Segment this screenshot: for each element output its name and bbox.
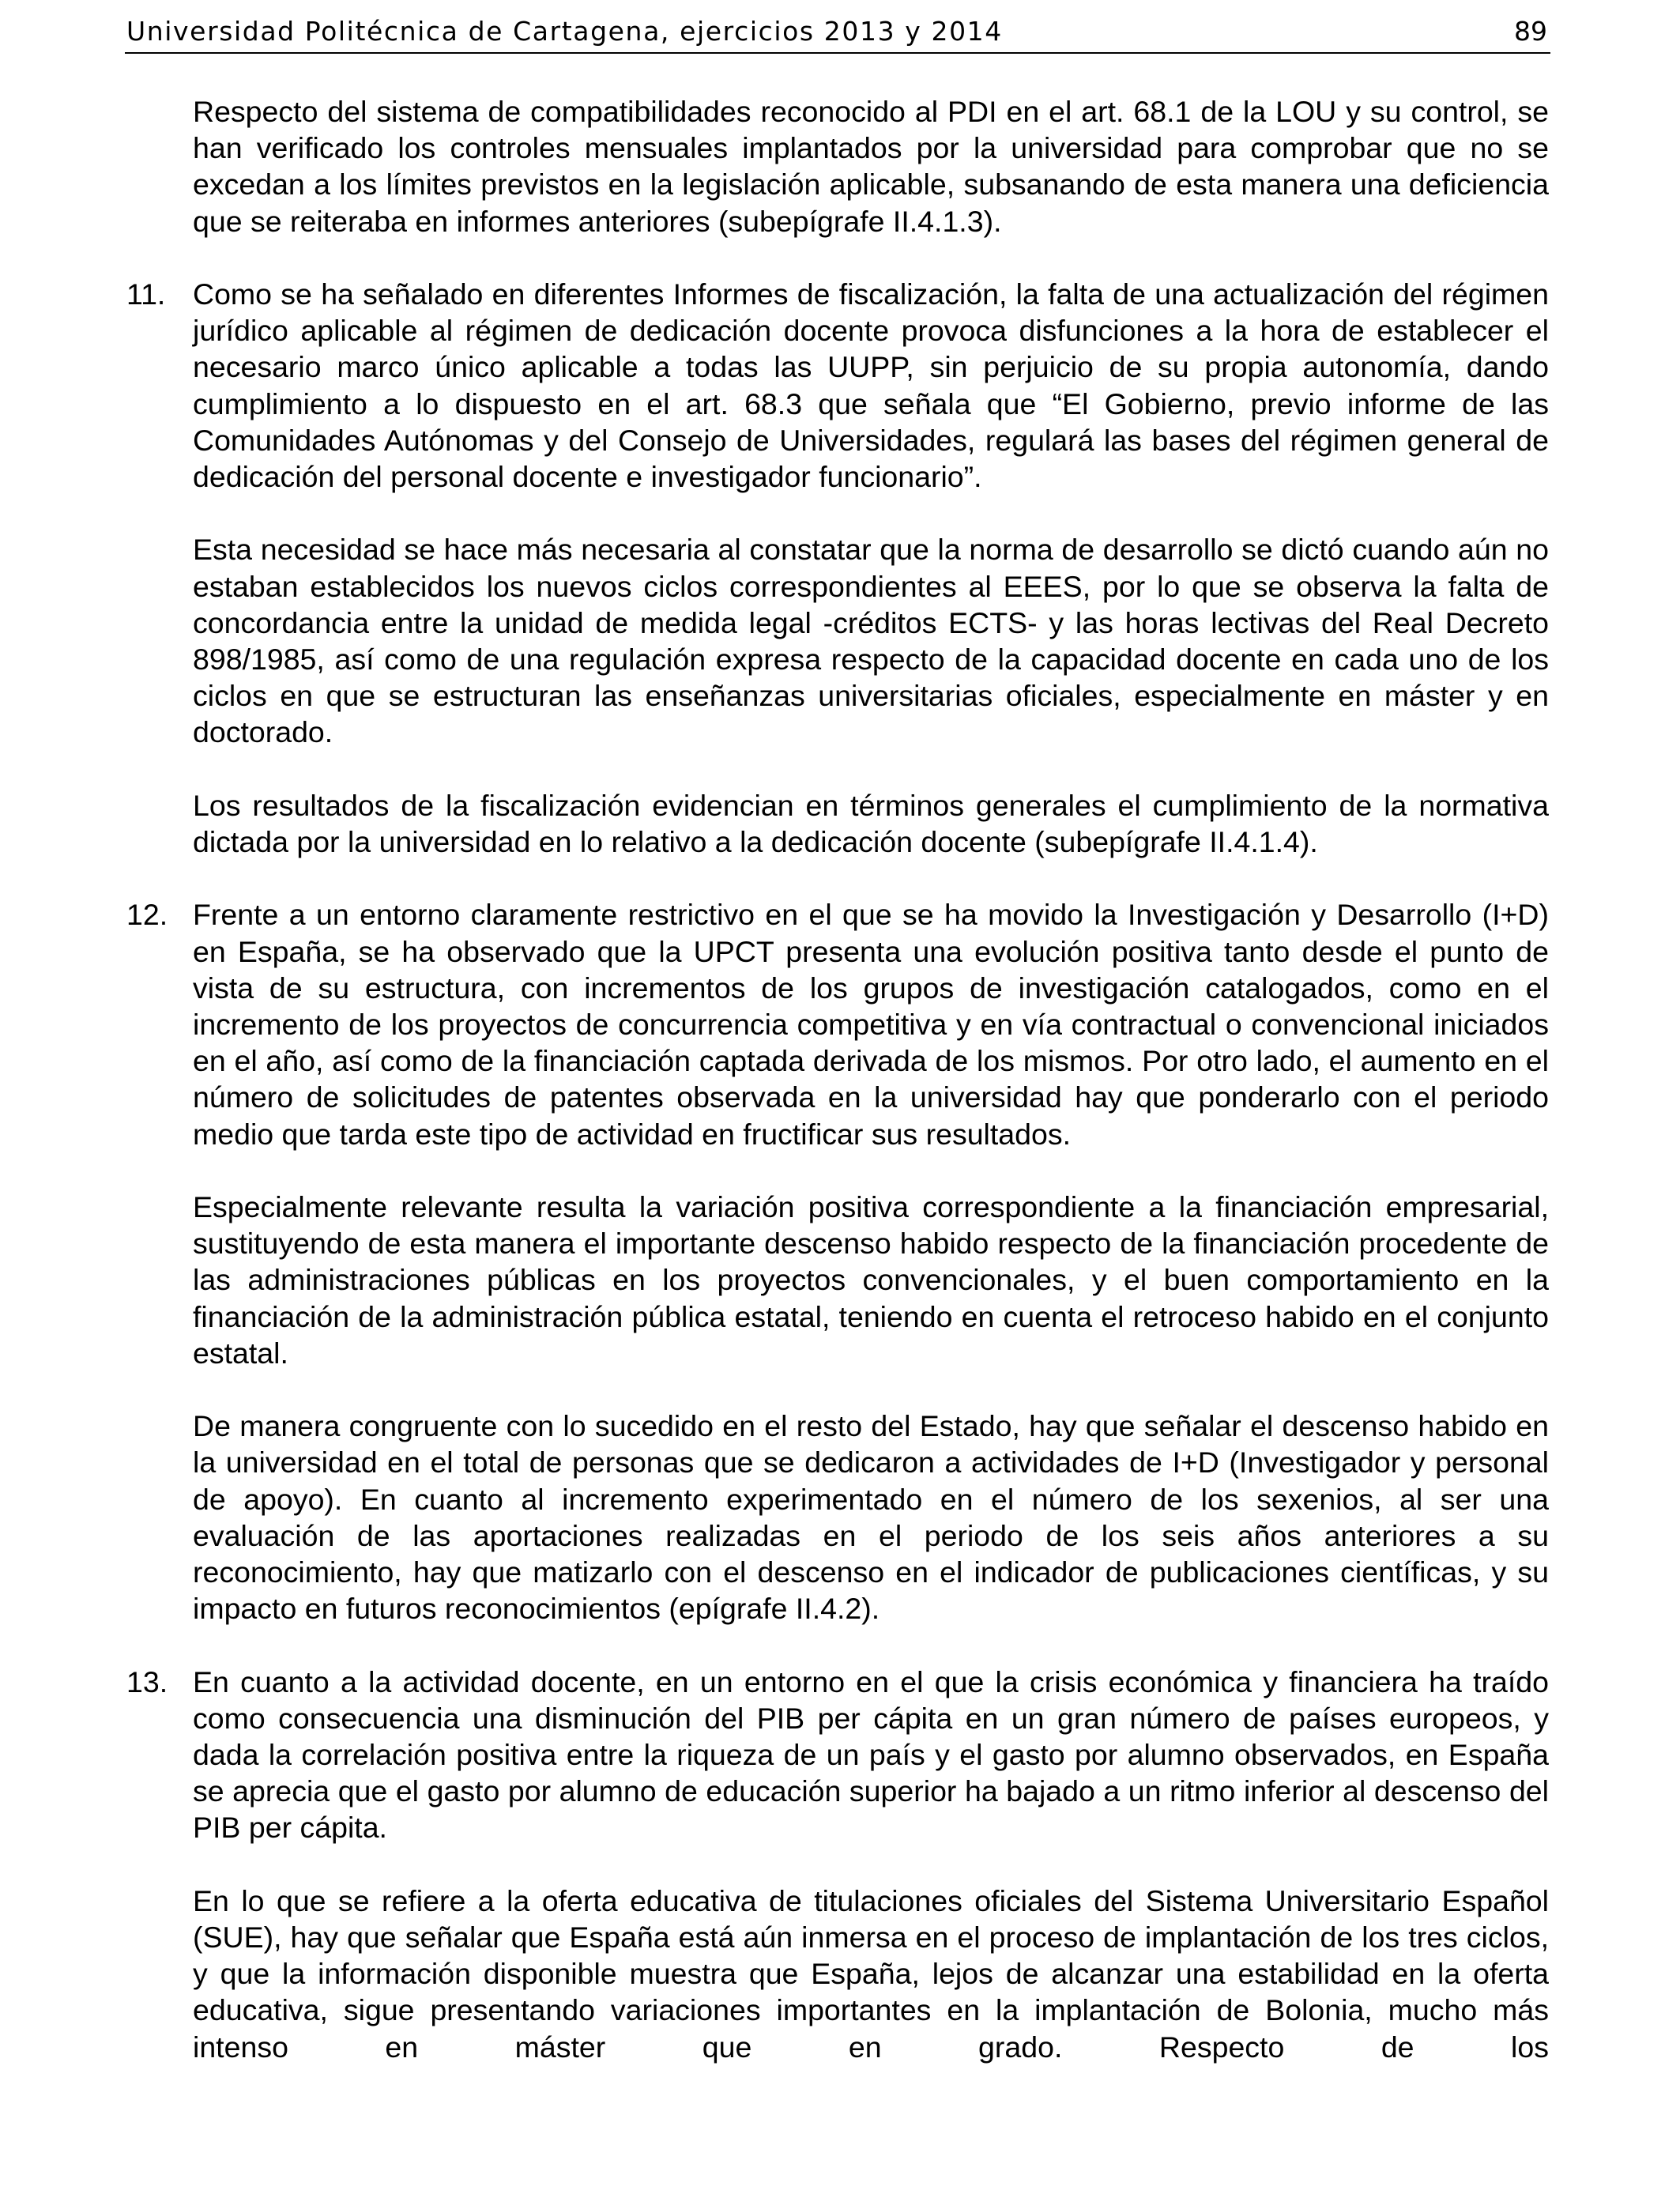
body-paragraph: En lo que se refiere a la oferta educativa de titulaciones oficiales del Sistema Universitario Español (SUE), hay que señalar que España está aún inmersa en el proceso de implantación de los tres ciclos, y que la información disponible muestra que España, lejos de alcanzar una estabilidad en la oferta educativa, sigue presentando variaciones importantes en la implantación de Bolonia, mucho más intenso en máster que en grado. Respecto de los (193, 1883, 1549, 2064)
body-paragraph: De manera congruente con lo sucedido en el resto del Estado, hay que señalar el descenso habido en la universidad en el total de personas que se dedicaron a actividades de I+D (Investigador y personal de apoyo). En cuanto al incremento experimentado en el número de los sexenios, al ser una evaluación de las aportaciones realizadas en el periodo de los seis años anteriores a su reconocimiento, hay que matizarlo con el descenso en el indicador de publicaciones científicas, y su impacto en futuros reconocimientos (epígrafe II.4.2). (193, 1409, 1549, 1626)
body-paragraph: Esta necesidad se hace más necesaria al constatar que la norma de desarrollo se dictó cuando aún no estaban establecidos los nuevos ciclos correspondientes al EEES, por lo que se observa la falta de concordancia entre la unidad de medida legal -créditos ECTS- y las horas lectivas del Real Decreto 898/1985, así como de una regulación expresa respecto de la capacidad docente en cada uno de los ciclos en que se estructuran las enseñanzas universitarias oficiales, especialmente en máster y en doctorado. (193, 533, 1549, 749)
continued-item (126, 93, 1549, 239)
body-paragraph: Los resultados de la fiscalización evidencian en términos generales el cumplimiento de la normativa dictada por la universidad en lo relativo a la dedicación docente (subepígrafe II.4.1.4). (193, 788, 1549, 859)
item-number: 11. (126, 277, 166, 311)
numbered-item-13 (126, 1664, 1549, 2065)
body-paragraph: En cuanto a la actividad docente, en un entorno en el que la crisis económica y financiera ha traído como consecuencia una disminución del PIB per cápita en un gran número de países europeos, y dada la correlación positiva entre la riqueza de un país y el gasto por alumno observados, en España se aprecia que el gasto por alumno de educación superior ha bajado a un ritmo inferior al descenso del PIB per cápita. (193, 1664, 1549, 1845)
page-number: 89 (1514, 16, 1547, 47)
body-paragraph: Respecto del sistema de compatibilidades reconocido al PDI en el art. 68.1 de la LOU y su control, se han verificado los controles mensuales implantados por la universidad para comprobar que no se excedan a los límites previstos en la legislación aplicable, subsanando de esta manera una deficiencia que se reiteraba en informes anteriores (subepígrafe II.4.1.3). (193, 95, 1549, 238)
item-number: 12. (126, 898, 168, 932)
header-title: Universidad Politécnica de Cartagena, ejercicios 2013 y 2014 (126, 16, 1003, 47)
document-body (126, 93, 1549, 2102)
body-paragraph: Especialmente relevante resulta la variación positiva correspondiente a la financiación empresarial, sustituyendo de esta manera el importante descenso habido respecto de la financiación procedente de las administraciones públicas en los proyectos convencionales, y el buen comportamiento en la financiación de la administración pública estatal, teniendo en cuenta el retroceso habido en el conjunto estatal. (193, 1190, 1549, 1370)
item-number: 13. (126, 1664, 168, 1698)
numbered-item-11 (126, 276, 1549, 860)
running-header (125, 11, 1550, 54)
numbered-item-12 (126, 896, 1549, 1627)
body-paragraph: Frente a un entorno claramente restrictivo en el que se ha movido la Investigación y Desarrollo (I+D) en España, se ha observado que la UPCT presenta una evolución positiva tanto desde el punto de vista de su estructura, con incrementos de los grupos de investigación catalogados, como en el incremento de los proyectos de concurrencia competitiva y en vía contractual o convencional iniciados en el año, así como de la financiación captada derivada de los mismos. Por otro lado, el aumento en el número de solicitudes de patentes observada en la universidad hay que ponderarlo con el periodo medio que tarda este tipo de actividad en fructificar sus resultados. (193, 898, 1549, 1151)
body-paragraph: Como se ha señalado en diferentes Informes de fiscalización, la falta de una actualización del régimen jurídico aplicable al régimen de dedicación docente provoca disfunciones a la hora de establecer el necesario marco único aplicable a todas las UUPP, sin perjuicio de su propia autonomía, dando cumplimiento a lo dispuesto en el art. 68.3 que señala que “El Gobierno, previo informe de las Comunidades Autónomas y del Consejo de Universidades, regulará las bases del régimen general de dedicación del personal docente e investigador funcionario”. (193, 277, 1549, 494)
